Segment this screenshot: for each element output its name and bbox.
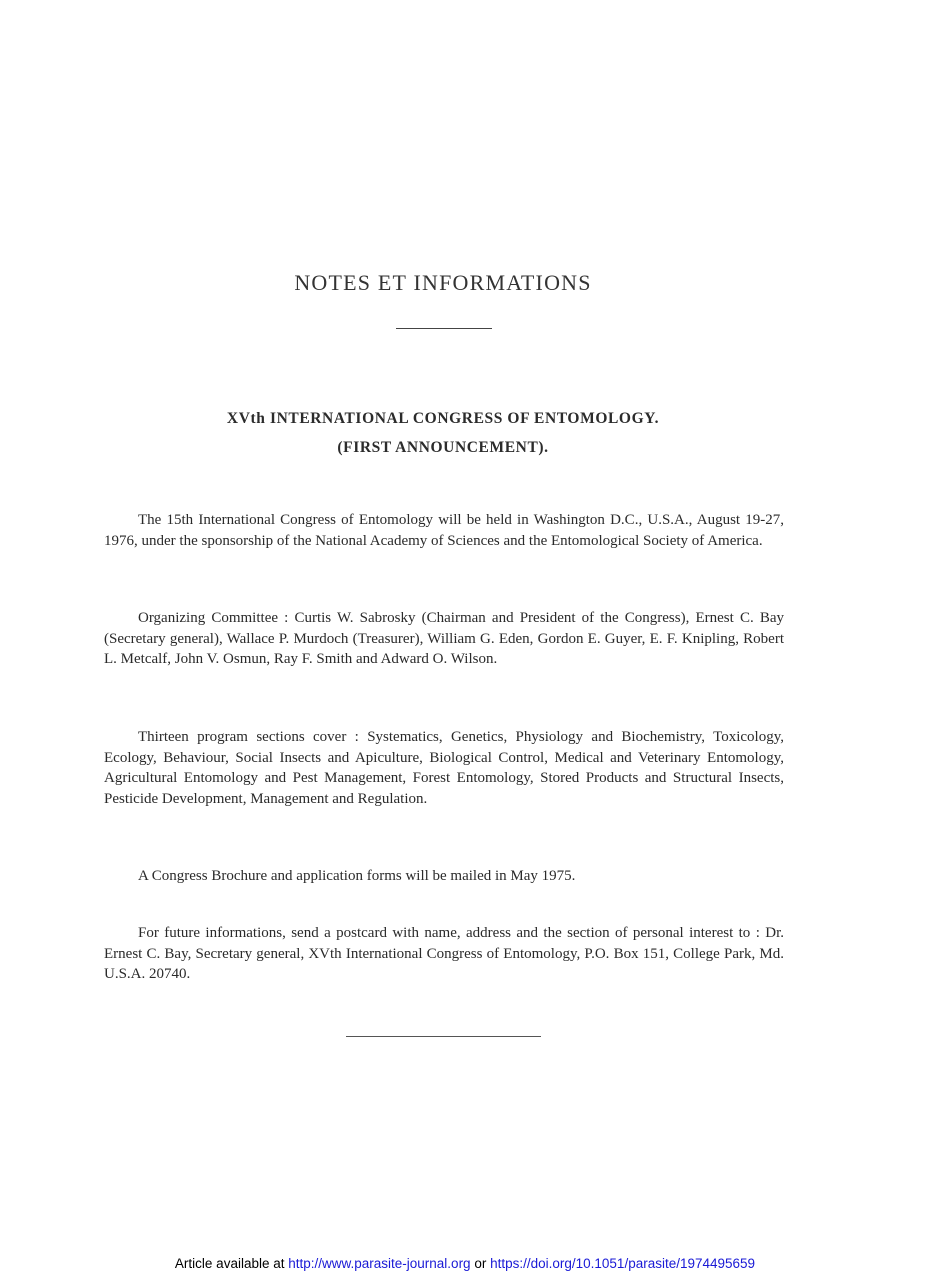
- article-availability-footer: [0, 1256, 930, 1271]
- journal-link[interactable]: http://www.parasite-journal.org: [288, 1256, 471, 1271]
- paragraph-program-sections: Thirteen program sections cover : Systematics, Genetics, Physiology and Biochemistry, Toxicology, Ecology, Behaviour, Social Insects and Apiculture, Biological Control, Medical and Veterinary Entomology, Agricultural Entomology and Pest Management, Forest Entomology, Stored Products and Structural Insects, Pesticide Development, Management and Regulation.: [104, 729, 784, 807]
- title-divider: [396, 328, 492, 329]
- paragraph-congress-dates: The 15th International Congress of Entomology will be held in Washington D.C., U.S.A., August 19-27, 1976, under the sponsorship of the National Academy of Sciences and the Entomological Society of America.: [104, 512, 784, 549]
- doi-link[interactable]: https://doi.org/10.1051/parasite/1974495659: [490, 1256, 756, 1271]
- end-divider: [346, 1036, 541, 1037]
- paragraph-organizing-committee: Organizing Committee : Curtis W. Sabrosky (Chairman and President of the Congress), Ernest C. Bay (Secretary general), Wallace P. Murdoch (Treasurer), William G. Eden, Gordon E. Guyer, E. F. Knipling, Robert L. Metcalf, John V. Osmun, Ray F. Smith and Adward O. Wilson.: [104, 610, 784, 667]
- footer-middle: or: [470, 1256, 491, 1271]
- paragraph-brochure: A Congress Brochure and application forms will be mailed in May 1975.: [138, 868, 576, 884]
- article-heading: [0, 404, 886, 462]
- footer-prefix: Article available at: [174, 1256, 289, 1271]
- article-heading-line1: XVth INTERNATIONAL CONGRESS OF ENTOMOLOGY.: [226, 410, 660, 427]
- article-heading-line2: (FIRST ANNOUNCEMENT).: [337, 439, 549, 456]
- section-title: NOTES ET INFORMATIONS: [294, 270, 592, 295]
- paragraph-contact-info: For future informations, send a postcard with name, address and the section of personal interest to : Dr. Ernest C. Bay, Secretary general, XVth International Congress of Entomology, P.O. Box 151, College Park, Md. U.S.A. 20740.: [104, 925, 784, 982]
